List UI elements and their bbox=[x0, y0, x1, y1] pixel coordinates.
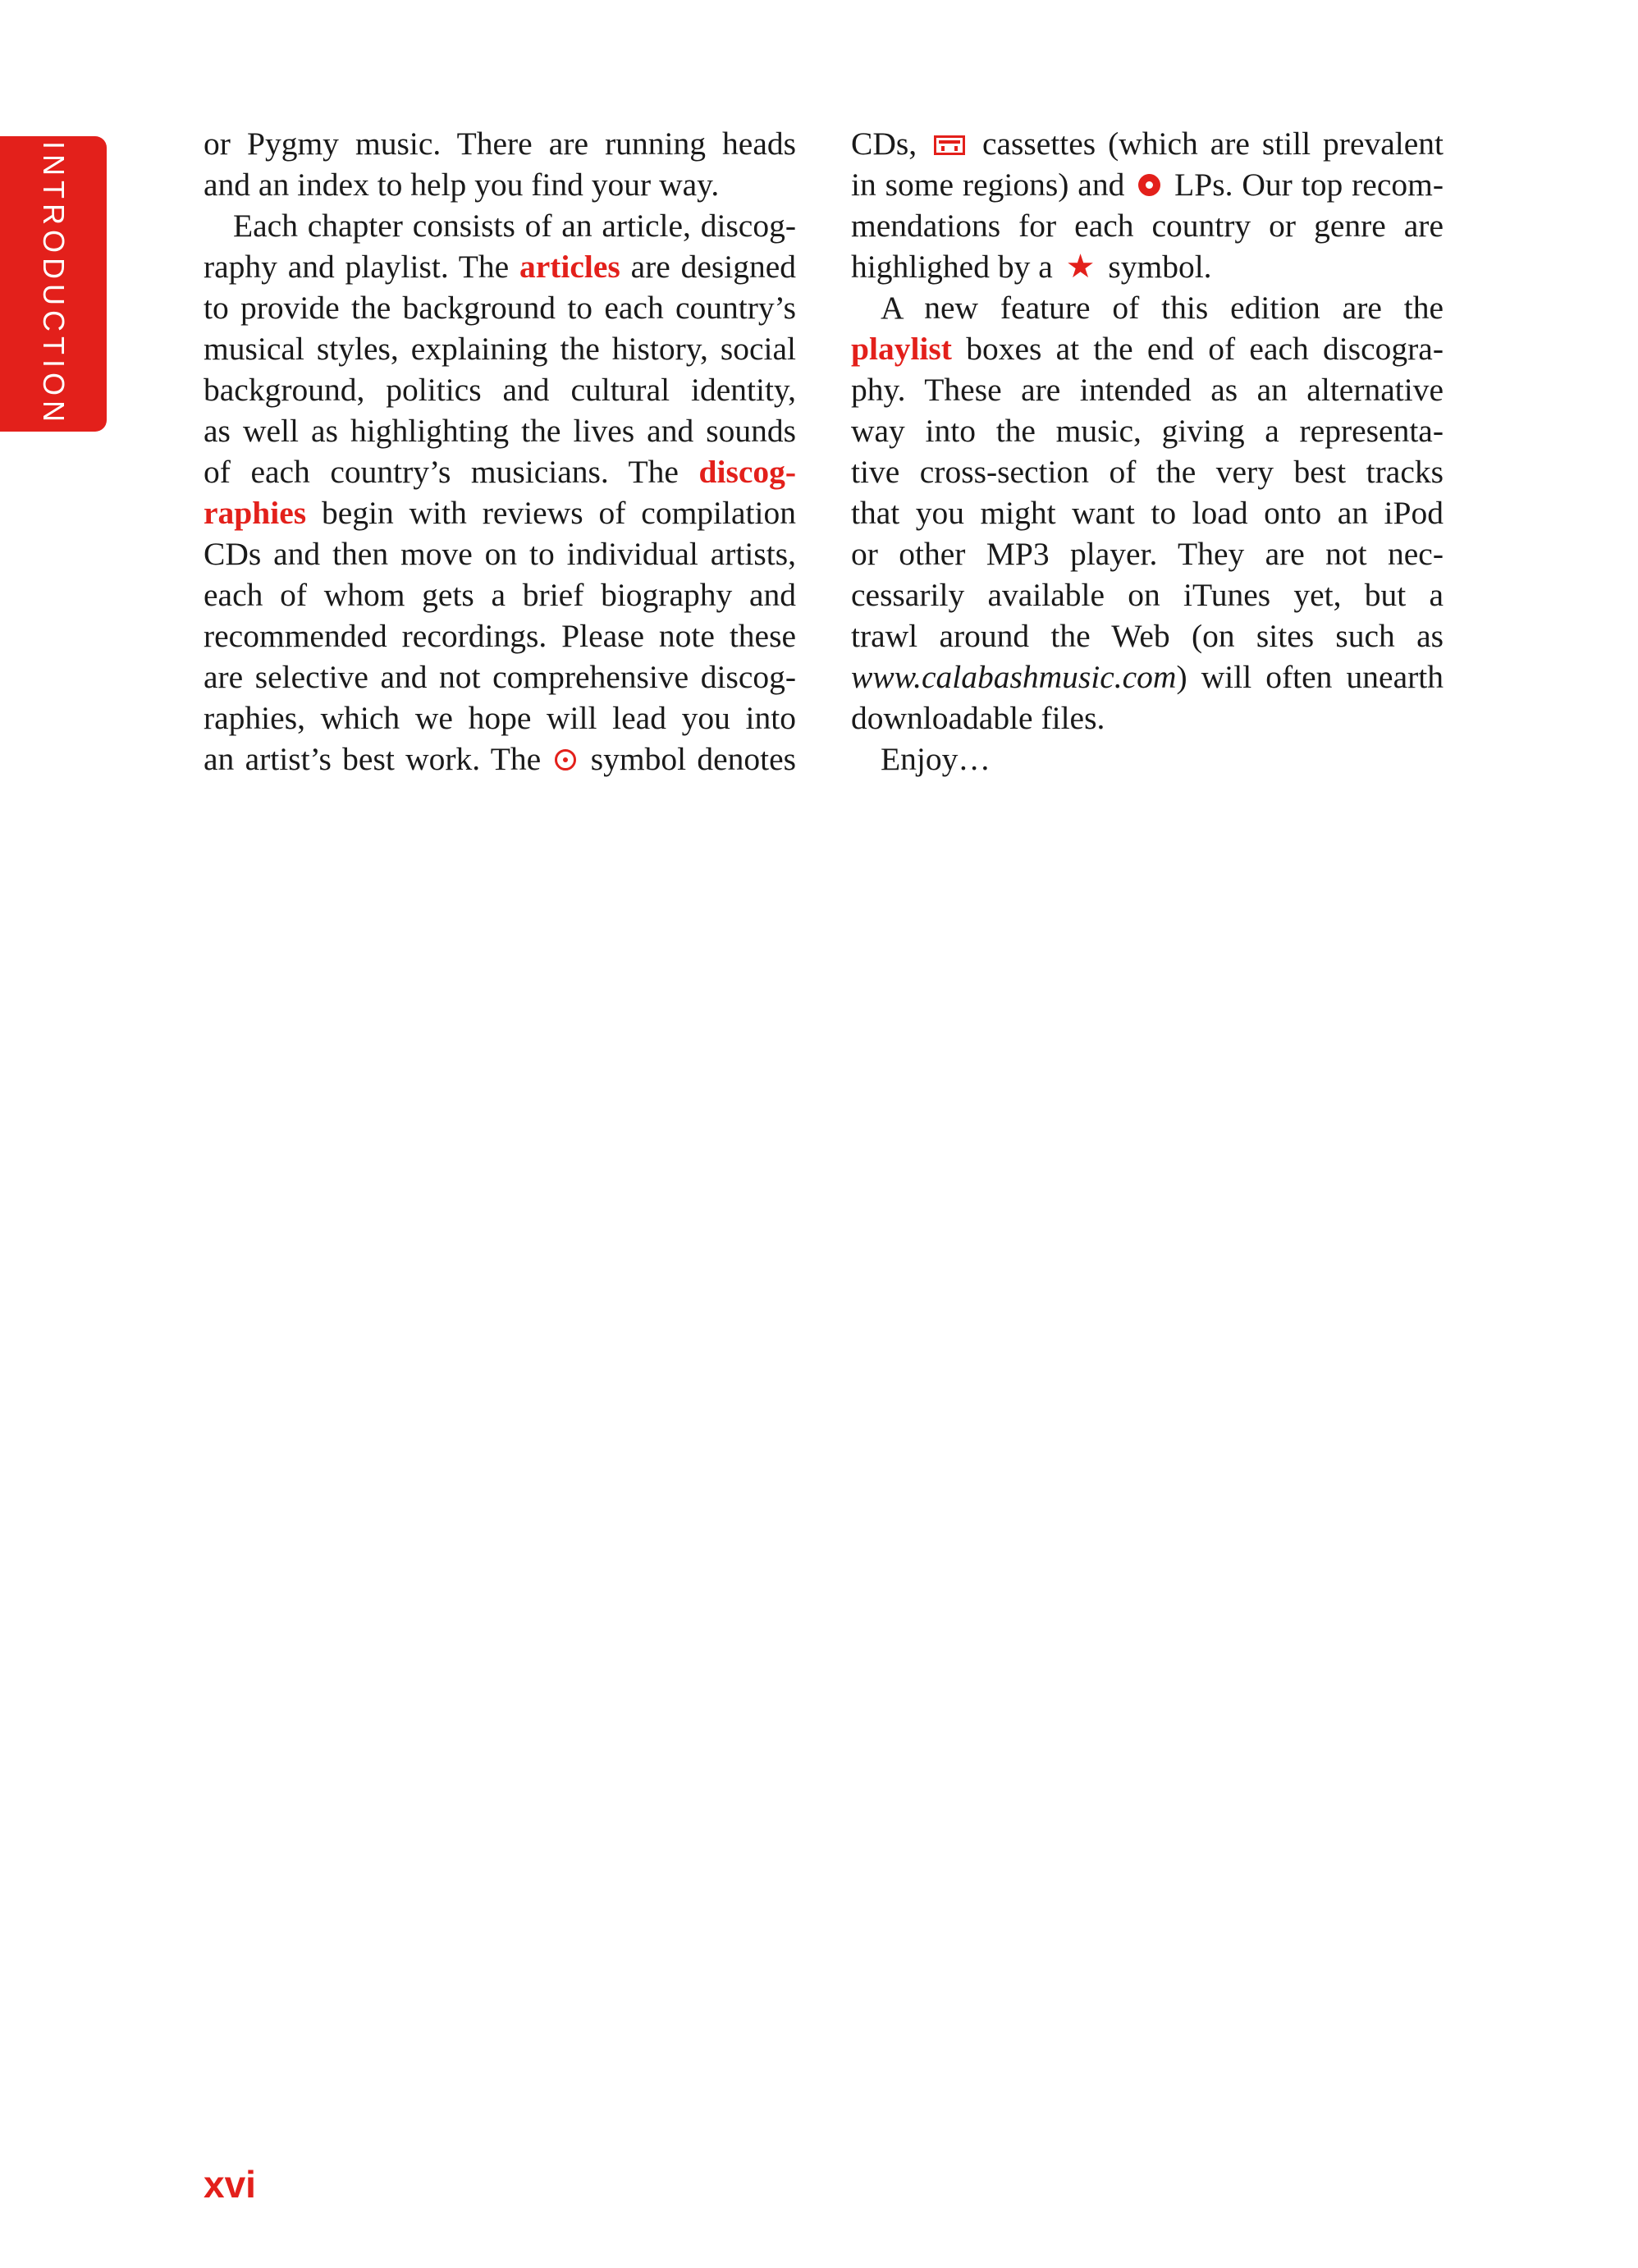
text-line: of each country’s musicians. The discog- bbox=[204, 454, 796, 490]
text-line: tive cross-section of the very best tracks bbox=[851, 454, 1444, 490]
text-line: background, politics and cultural identity, bbox=[204, 372, 796, 408]
text-line: phy. These are intended as an alternative bbox=[851, 372, 1444, 408]
star-icon: ★ bbox=[1065, 248, 1096, 286]
articles-term: articles bbox=[519, 249, 620, 285]
text-line: highlighed by a ★ symbol. bbox=[851, 248, 1212, 286]
text-line: cessarily available on iTunes yet, but a bbox=[851, 577, 1444, 613]
text-line: as well as highlighting the lives and sounds bbox=[204, 413, 796, 449]
website-reference: www.calabashmusic.com bbox=[851, 659, 1177, 695]
text-line: are selective and not comprehensive discog- bbox=[204, 659, 796, 695]
text-line: Enjoy… bbox=[881, 741, 991, 777]
text-line: raphy and playlist. The articles are designed bbox=[204, 249, 796, 285]
text-line: mendations for each country or genre are bbox=[851, 208, 1444, 244]
text-line: that you might want to load onto an iPod bbox=[851, 495, 1444, 531]
section-tab-label: INTRODUCTION bbox=[37, 141, 71, 427]
text-line: CDs, cassettes (which are still prevalent bbox=[851, 126, 1444, 162]
text-line: raphies, which we hope will lead you into bbox=[204, 700, 796, 736]
text-line: musical styles, explaining the history, social bbox=[204, 331, 796, 367]
text-line: recommended recordings. Please note these bbox=[204, 618, 796, 654]
page-number: xvi bbox=[204, 2163, 256, 2206]
text-line: Each chapter consists of an article, discog- bbox=[233, 208, 796, 244]
lp-icon bbox=[1138, 174, 1160, 196]
playlist-term: playlist bbox=[851, 331, 952, 367]
text-line: to provide the background to each country’s bbox=[204, 290, 796, 326]
right-text-column bbox=[851, 123, 1444, 780]
cd-icon bbox=[555, 749, 576, 770]
text-line: downloadable files. bbox=[851, 700, 1105, 736]
discographies-term-end: raphies bbox=[204, 495, 307, 531]
text-line: in some regions) and LPs. Our top recom- bbox=[851, 167, 1444, 203]
text-line: trawl around the Web (on sites such as bbox=[851, 618, 1444, 654]
text-line: raphies begin with reviews of compilation bbox=[204, 495, 796, 531]
text-line: CDs and then move on to individual artists, bbox=[204, 536, 796, 572]
discographies-term-start: discog- bbox=[698, 454, 796, 490]
text-line: and an index to help you find your way. bbox=[204, 167, 720, 203]
text-line: each of whom gets a brief biography and bbox=[204, 577, 796, 613]
text-line: A new feature of this edition are the bbox=[881, 290, 1444, 326]
text-line: way into the music, giving a representa- bbox=[851, 413, 1444, 449]
text-line: www.calabashmusic.com) will often unearth bbox=[851, 659, 1444, 695]
text-line: an artist’s best work. The symbol denotes bbox=[204, 741, 796, 777]
left-text-column bbox=[204, 123, 796, 780]
text-line: or Pygmy music. There are running heads bbox=[204, 126, 796, 162]
text-line: playlist boxes at the end of each discogra- bbox=[851, 331, 1444, 367]
cassette-icon bbox=[934, 135, 965, 155]
text-line: or other MP3 player. They are not nec- bbox=[851, 536, 1444, 572]
